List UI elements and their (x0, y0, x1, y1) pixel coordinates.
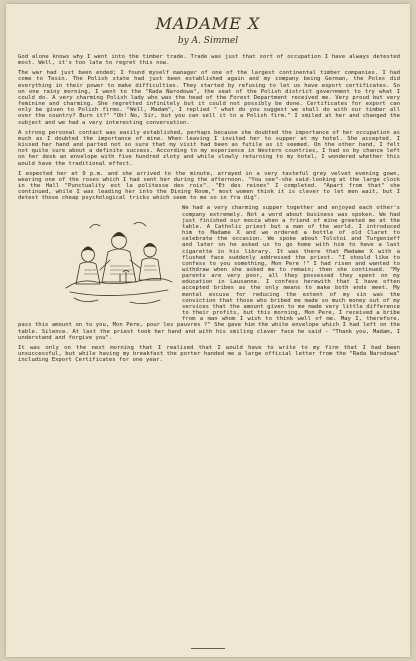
document-body (18, 54, 400, 367)
paragraph-5: We had a very charming supper together and enjoyed each other's company extremely. Not a word about business was spoken. We had just finished our mocca when a friend of mine greeted me at the table. A Catholic priest but a man of the world. I introduced him to Madame X and we ordered a bottle of old Claret to celebrate the occasion. We spoke about Tolstoi and Turgenieff and later on he asked us to go home with him to have a last cigarette in his library. It was there that Madame X with a flushed face suddenly addressed the priest. "I should like to confess to you something, Mon Pere !" I had risen and wanted to withdraw when she asked me to remain; then she continued. "My parents are very poor, all they possessed they spent on my education in Lausanne. I confess herewith that I have often accepted bribes as the only means to make both ends meet. My mental excuse for reducing the extent of my sin was the conviction that those who bribed me made so much money out of my services that the amount given to me made very little difference to their profits, but this morning, Mon Pere, I received a bribe from a man whom I wish to think well of me. May I, therefore, pass this amount on to you, Mon Pere, pour les pauvres ?" She gave him the white envelope which I had left on the table. Silence. At last the priest took her hand and with his smiling clever face he said - "Thank you, Madam, I understand and forgive you". (18, 205, 400, 341)
document-title: MADAME X (155, 14, 261, 33)
paragraph-4: I expected her at 9 p.m. and she arrived to the minute, arrayed in a very tasteful grey velvet evening gown, wearing one of the roses which I had sent her during the afternoon. "You see"-she said-looking at the large clock in the Hall "Punctuality est la politesse des rois". "Et des reines" I completed. "Apart from that" she continued, while I was leading her into the Dining Room," most women think it is clever to let men wait, but I detest those cheap psychological tricks which seem to me so in fra dig". (18, 170, 400, 202)
paragraph-2: The war had just been ended; I found myself manager of one of the largest continental timber companies. I had come to Tesin. The Polish state had just been established again and my company being German, the Poles did everything in their power to make difficulties. They started by refusing to let us have export certificates. So on one rainy morning, I went to the "Rada Narodowa", the seat of the Polish district government to try what I could do. A very charming Polish lady who was the head of the Forest Department received me. Very proud but very feminine and charming. She regretted infinitely but it could not possibly be done. Certificates for export can only be given to Polish firms. "Well, Madam", I replied " what do you suggest we shall do with our timber all over the country? Burn it?" "Oh! No, Sir, but you can sell it to a Polish firm." I smiled at her and changed the subject and we had a very interesting conversation. (18, 70, 400, 126)
end-rule (191, 648, 225, 649)
document-author: by A. Simmel (177, 36, 239, 46)
typewritten-page (6, 4, 410, 657)
paragraph-3: A strong personal contact was easily established, perhaps because she doubted the importance of her occupation as much as I doubted the importance of mine. When leaving I invited her to supper at my hotel. She accepted. I kissed her hand and parted not so sure that my visit had been as futile as it seemed. On the other hand, I felt not quite sure about a definite success. According to my experience in Western countries, I had so by chance left on her desk an envelope with five hundred zloty and while slowly returning to my hotel, I wondered whether this would have the traditional effect. (18, 129, 400, 167)
paragraph-6: It was only on the next morning that I realised that I would have to write to my firm that I had been unsuccessful, but while having my breakfast the porter handed me a large official letter from the "Rada Narodowa" including Export Certificates for one year. (18, 344, 400, 364)
dinner-illustration (60, 208, 176, 314)
paragraph-1: God alone knows why I went into the timber trade. Trade was just that sort of occupation I have always detested most. Well, it's too late to regret this now. (18, 54, 400, 67)
sketch-image (60, 208, 176, 314)
